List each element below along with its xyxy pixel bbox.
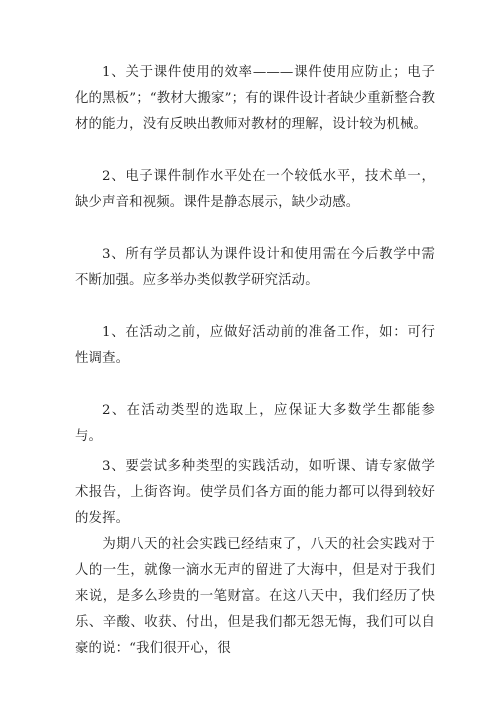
paragraph-text: 1、在活动之前，应做好活动前的准备工作，如：可行性调查。: [75, 325, 435, 366]
paragraph-courseware-level: [75, 164, 435, 216]
paragraph-various-activities: [75, 454, 435, 532]
paragraph-text: 为期八天的社会实践已经结束了，八天的社会实践对于人的一生，就像一滴水无声的留进了大海中，但是对于我们来说，是多么珍贵的一笔财富。在这八天中，我们经历了快乐、辛酸、收获、付出，但是我们都无怨无悔，我们可以自豪的说：“我们很开心，很: [75, 537, 435, 656]
paragraph-courseware-efficiency: [75, 60, 435, 138]
paragraph-social-practice-summary: [75, 532, 435, 662]
paragraph-text: 1、关于课件使用的效率———课件使用应防止；电子化的黑板”；“教材大搬家”；有的课件设计者缺少重新整合教材的能力，没有反映出教师对教材的理解，设计较为机械。: [75, 65, 435, 132]
paragraph-preparation: [75, 320, 435, 372]
paragraph-text: 3、所有学员都认为课件设计和使用需在今后教学中需不断加强。应多举办类似教学研究活动。: [75, 247, 435, 288]
paragraph-text: 3、要尝试多种类型的实践活动，如听课、请专家做学术报告，上街咨询。使学员们各方面的能力都可以得到较好的发挥。: [75, 459, 435, 526]
paragraph-text: 2、在活动类型的选取上，应保证大多数学生都能参与。: [75, 403, 435, 444]
paragraph-activity-type: [75, 398, 435, 450]
paragraph-strengthen-design: [75, 242, 435, 294]
paragraph-text: 2、电子课件制作水平处在一个较低水平，技术单一，缺少声音和视频。课件是静态展示，缺少动感。: [75, 169, 435, 210]
